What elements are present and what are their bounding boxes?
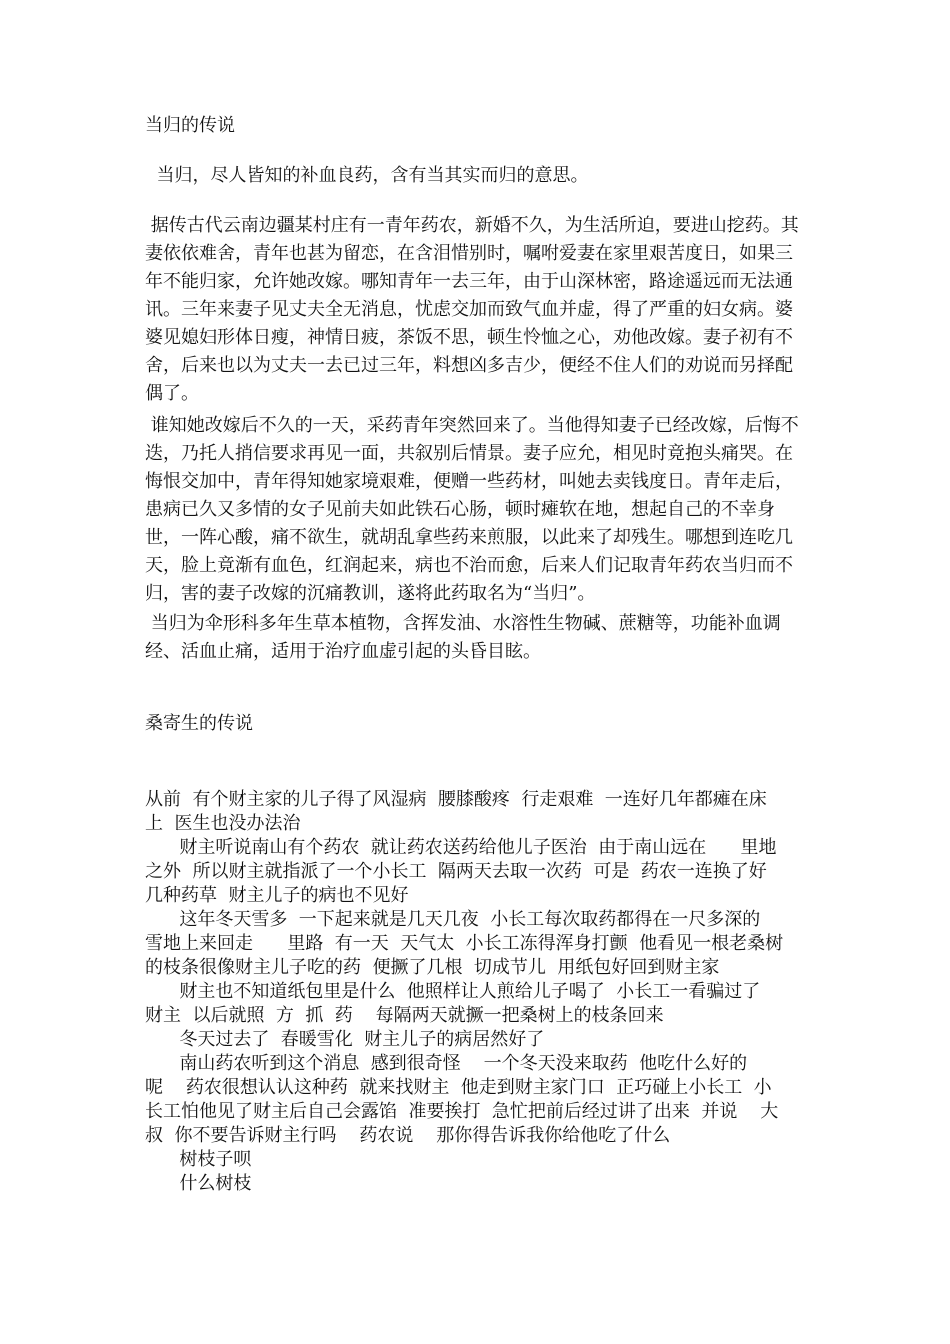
article-title-danggui: 当归的传说 [145,115,235,136]
text-line: 之外 所以财主就指派了一个小长工 隔两天去取一次药 可是 药农一连换了好 [145,861,767,882]
text-line: 上 医生也没办法治 [145,813,301,834]
text-line: 的枝条很像财主儿子吃的药 便撅了几根 切成节儿 用纸包好回到财主家 [145,957,720,978]
text-line: 什么树枝 [145,1173,252,1194]
text-line: 叔 你不要告诉财主行吗 药农说 那你得告诉我你给他吃了什么 [145,1125,671,1146]
paragraph-intro: 当归，尽人皆知的补血良药，含有当其实而归的意思。 [145,165,589,186]
paragraph-legend-part1: 据传古代云南边疆某村庄有一青年药农，新婚不久，为生活所迫，要进山挖药。其妻依依难舍，青年也甚为留恋，在含泪惜别时，嘱咐爱妻在家里艰苦度日，如果三年不能归家，允许她改嫁。哪知青年一去三年，由于山深林密，路途遥远而无法通讯。三年来妻子见丈夫全无消息，忧虑交加而致气血并虚，得了严重的妇女病。婆婆见媳妇形体日瘦，神情日疲，茶饭不思，顿生怜恤之心，劝他改嫁。妻子初有不舍，后来也以为丈夫一去已过三年，料想凶多吉少，便经不住人们的劝说而另择配偶了。 [145,215,799,404]
text-line: 这年冬天雪多 一下起来就是几天几夜 小长工每次取药都得在一尺多深的 [145,909,761,930]
paragraph-properties: 当归为伞形科多年生草本植物，含挥发油、水溶性生物碱、蔗糖等，功能补血调经、活血止痛，适用于治疗血虚引起的头昏目眩。 [145,613,781,662]
sangjisheng-body [145,788,825,1196]
paragraph-legend-part2: 谁知她改嫁后不久的一天，采药青年突然回来了。当他得知妻子已经改嫁，后悔不迭，乃托人捎信要求再见一面，共叙别后情景。妻子应允，相见时竟抱头痛哭。在悔恨交加中，青年得知她家境艰难，便赠一些药材，叫她去卖钱度日。青年走后，患病已久又多情的女子见前夫如此铁石心肠，顿时瘫软在地，想起自己的不幸身世，一阵心酸，痛不欲生，就胡乱拿些药来煎服，以此来了却残生。哪想到连吃几天，脸上竟渐有血色，红润起来，病也不治而愈，后来人们记取青年药农当归而不归，害的妻子改嫁的沉痛教训，遂将此药取名为“当归”。 [145,415,799,604]
text-line: 从前 有个财主家的儿子得了风湿病 腰膝酸疼 行走艰难 一连好几年都瘫在床 [145,789,767,810]
article-title-sangjisheng: 桑寄生的传说 [145,713,253,734]
text-line: 财主听说南山有个药农 就让药农送药给他儿子医治 由于南山远在 里地 [145,837,777,858]
text-line: 冬天过去了 春暖雪化 财主儿子的病居然好了 [145,1029,545,1050]
text-line: 财主 以后就照 方 抓 药 每隔两天就撅一把桑树上的枝条回来 [145,1005,664,1026]
text-line: 呢 药农很想认认这种药 就来找财主 他走到财主家门口 正巧碰上小长工 小 [145,1077,772,1098]
text-line: 南山药农听到这个消息 感到很奇怪 一个冬天没来取药 他吃什么好的 [145,1053,748,1074]
text-line: 财主也不知道纸包里是什么 他照样让人煎给儿子喝了 小长工一看骗过了 [145,981,761,1002]
text-line: 长工怕他见了财主后自己会露馅 准要挨打 急忙把前后经过讲了出来 并说 大 [145,1101,779,1122]
text-line: 几种药草 财主儿子的病也不见好 [145,885,409,906]
text-line: 雪地上来回走 里路 有一天 天气太 小长工冻得浑身打颤 他看见一根老桑树 [145,933,784,954]
text-line: 树枝子呗 [145,1149,252,1170]
